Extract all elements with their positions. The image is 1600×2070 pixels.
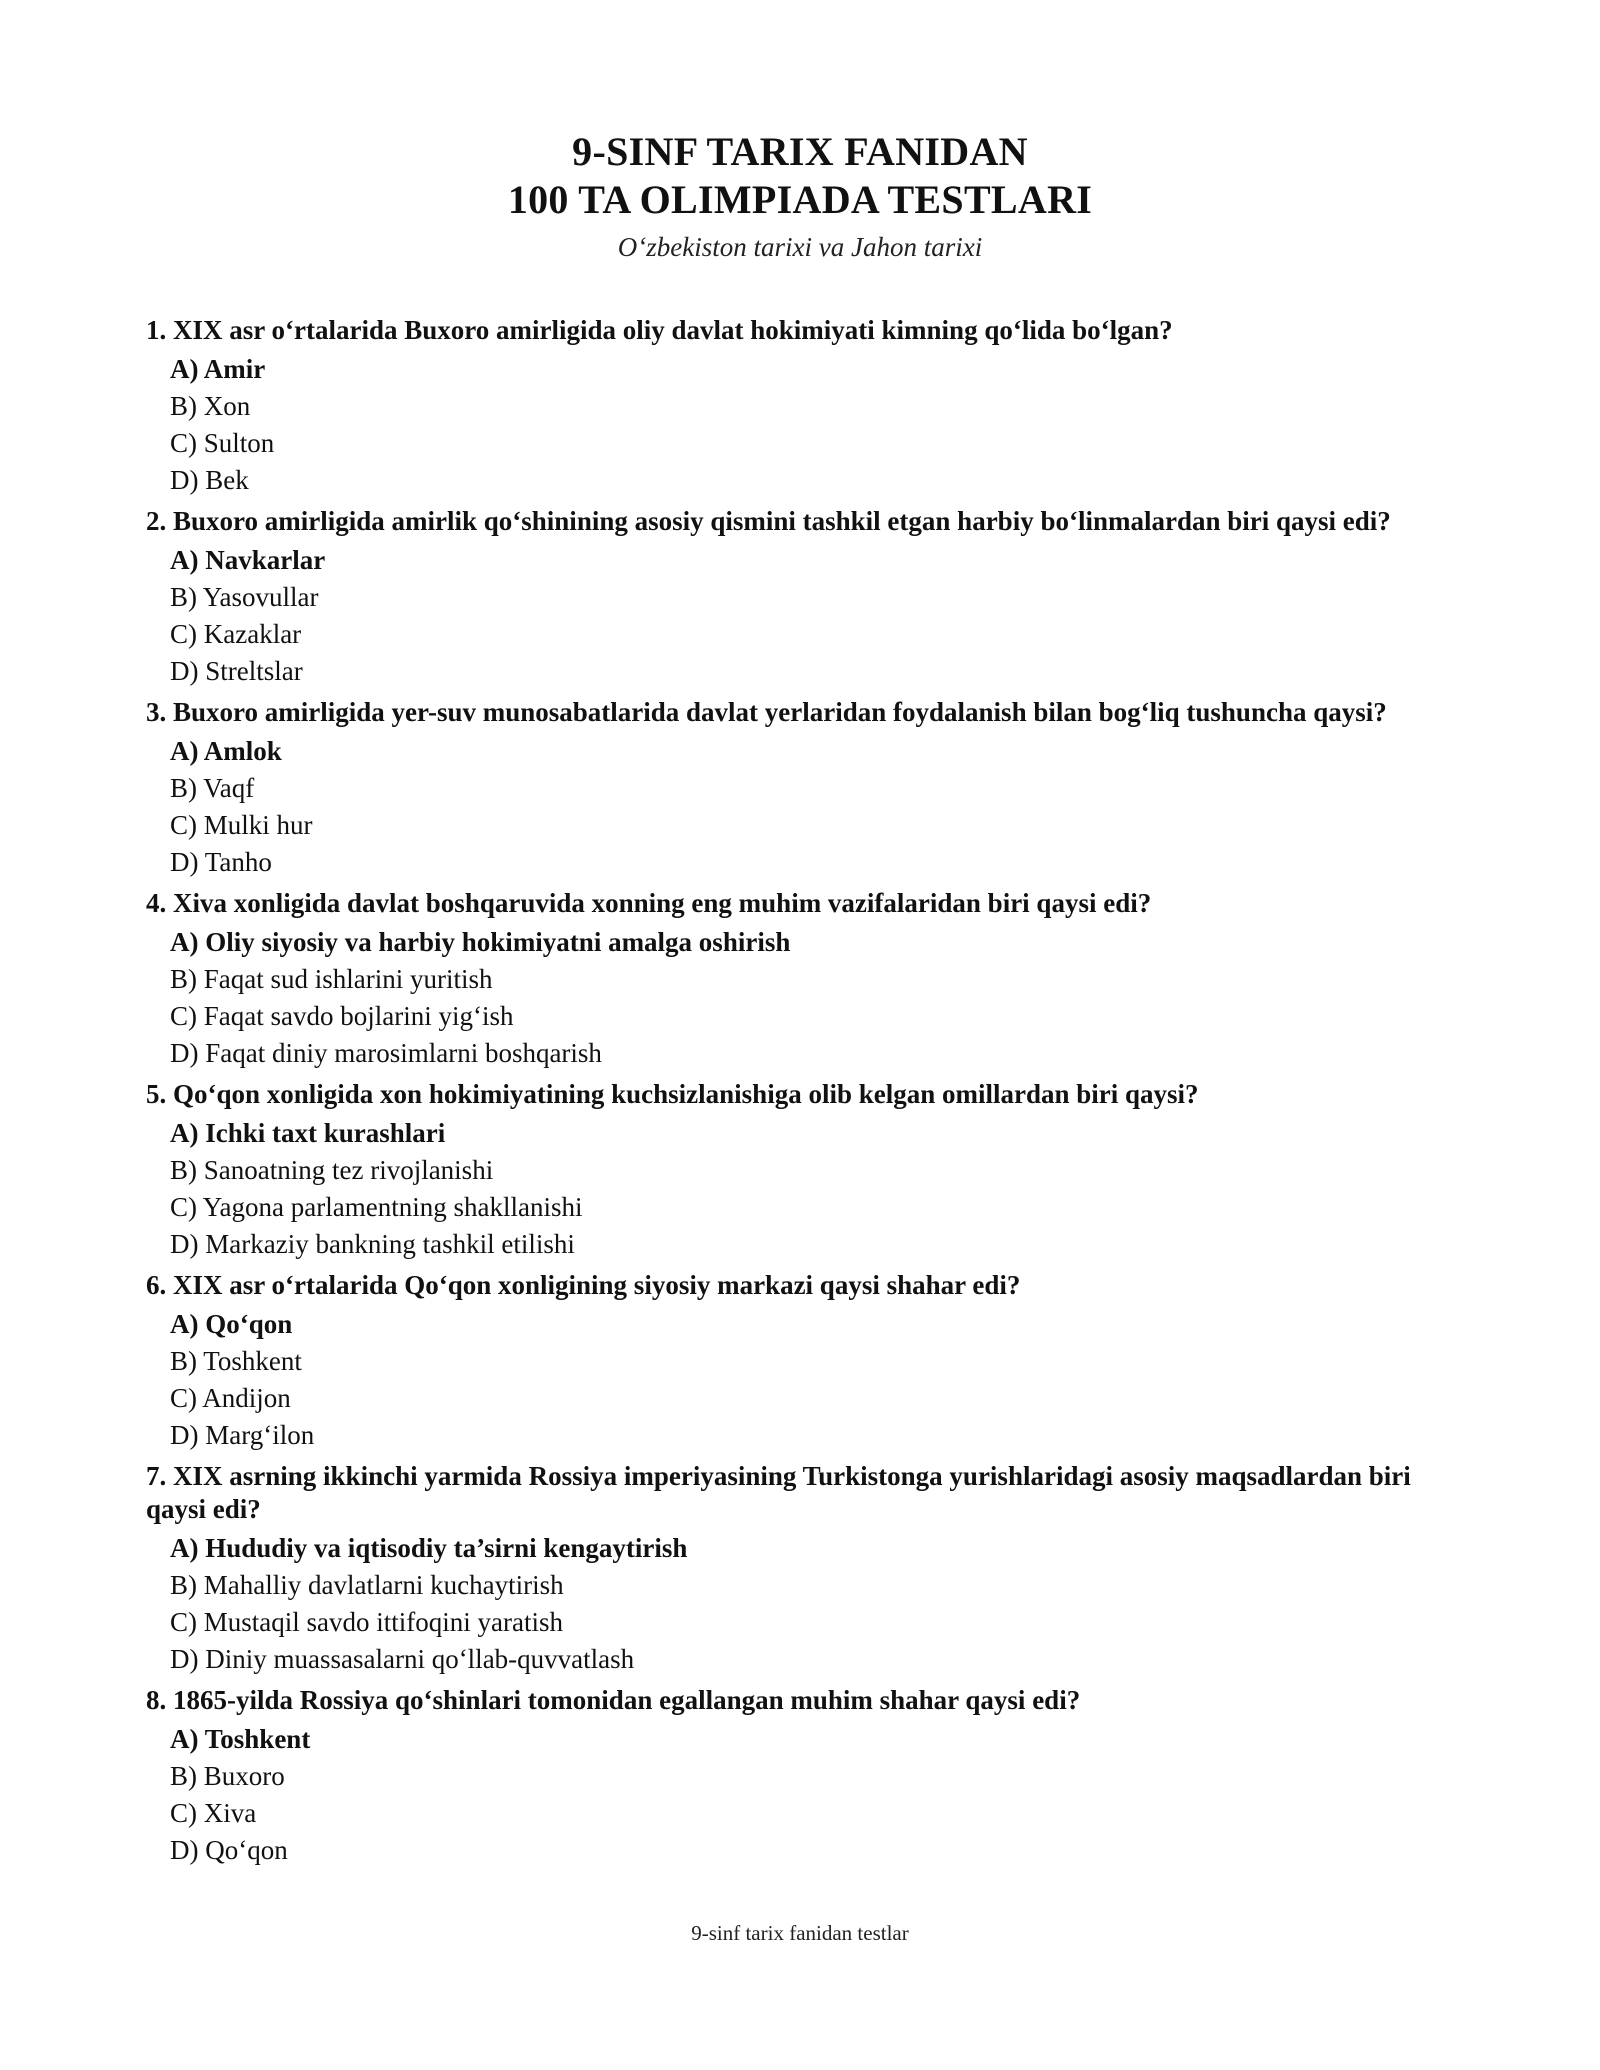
option-c: C) Yagona parlamentning shakllanishi — [170, 1192, 583, 1222]
option-a: A) Qo‘qon — [170, 1309, 293, 1339]
question-4 — [146, 887, 1466, 1072]
question-3 — [146, 696, 1466, 881]
option-a: A) Oliy siyosiy va harbiy hokimiyatni amalga oshirish — [170, 927, 791, 957]
option-d: D) Marg‘ilon — [170, 1420, 315, 1450]
question-list — [146, 314, 1466, 1869]
question-8 — [146, 1684, 1466, 1869]
question-text: 3. Buxoro amirligida yer-suv munosabatlarida davlat yerlaridan foydalanish bilan bog‘liq tushuncha qaysi? — [146, 697, 1387, 727]
option-c: C) Mulki hur — [170, 810, 313, 840]
document-header — [0, 128, 1600, 264]
page-footer: 9-sinf tarix fanidan testlar — [691, 1921, 909, 1945]
option-b: B) Vaqf — [170, 773, 255, 803]
question-text: 4. Xiva xonligida davlat boshqaruvida xonning eng muhim vazifalaridan biri qaysi edi? — [146, 888, 1152, 918]
document-subtitle: O‘zbekiston tarixi va Jahon tarixi — [617, 232, 983, 262]
document-title-line-1: 9-SINF TARIX FANIDAN — [572, 129, 1028, 174]
option-d: D) Markaziy bankning tashkil etilishi — [170, 1229, 575, 1259]
option-a: A) Hududiy va iqtisodiy ta’sirni kengaytirish — [170, 1533, 688, 1563]
option-a: A) Navkarlar — [170, 545, 326, 575]
question-text: 6. XIX asr o‘rtalarida Qo‘qon xonligining siyosiy markazi qaysi shahar edi? — [146, 1270, 1021, 1300]
option-b: B) Sanoatning tez rivojlanishi — [170, 1155, 494, 1185]
option-c: C) Xiva — [170, 1798, 257, 1828]
option-a: A) Amlok — [170, 736, 282, 766]
question-text: 7. XIX asrning ikkinchi yarmida Rossiya imperiyasining Turkistonga yurishlaridagi asosiy maqsadlardan biri qaysi edi? — [146, 1461, 1411, 1524]
question-text: 1. XIX asr o‘rtalarida Buxoro amirligida oliy davlat hokimiyati kimning qo‘lida bo‘lgan? — [146, 315, 1173, 345]
option-c: C) Faqat savdo bojlarini yig‘ish — [170, 1001, 514, 1031]
option-c: C) Andijon — [170, 1383, 291, 1413]
option-b: B) Toshkent — [170, 1346, 302, 1376]
option-d: D) Streltslar — [170, 656, 303, 686]
question-6 — [146, 1269, 1466, 1454]
option-b: B) Yasovullar — [170, 582, 319, 612]
option-c: C) Kazaklar — [170, 619, 302, 649]
option-a: A) Ichki taxt kurashlari — [170, 1118, 446, 1148]
option-a: A) Amir — [170, 354, 266, 384]
option-b: B) Faqat sud ishlarini yuritish — [170, 964, 493, 994]
option-d: D) Tanho — [170, 847, 272, 877]
option-b: B) Mahalliy davlatlarni kuchaytirish — [170, 1570, 564, 1600]
question-text: 8. 1865-yilda Rossiya qo‘shinlari tomonidan egallangan muhim shahar qaysi edi? — [146, 1685, 1081, 1715]
document-title-line-2: 100 TA OLIMPIADA TESTLARI — [507, 177, 1093, 222]
question-5 — [146, 1078, 1466, 1263]
option-a: A) Toshkent — [170, 1724, 311, 1754]
option-d: D) Bek — [170, 465, 249, 495]
option-d: D) Faqat diniy marosimlarni boshqarish — [170, 1038, 602, 1068]
option-c: C) Sulton — [170, 428, 275, 458]
option-d: D) Qo‘qon — [170, 1835, 288, 1865]
question-2 — [146, 505, 1466, 690]
option-d: D) Diniy muassasalarni qo‘llab-quvvatlash — [170, 1644, 635, 1674]
option-c: C) Mustaqil savdo ittifoqini yaratish — [170, 1607, 563, 1637]
question-text: 2. Buxoro amirligida amirlik qo‘shinining asosiy qismini tashkil etgan harbiy bo‘linmalardan biri qaysi edi? — [146, 506, 1391, 536]
question-1 — [146, 314, 1466, 499]
question-text: 5. Qo‘qon xonligida xon hokimiyatining kuchsizlanishiga olib kelgan omillardan biri qaysi? — [146, 1079, 1199, 1109]
question-7 — [146, 1460, 1466, 1678]
option-b: B) Xon — [170, 391, 251, 421]
option-b: B) Buxoro — [170, 1761, 285, 1791]
